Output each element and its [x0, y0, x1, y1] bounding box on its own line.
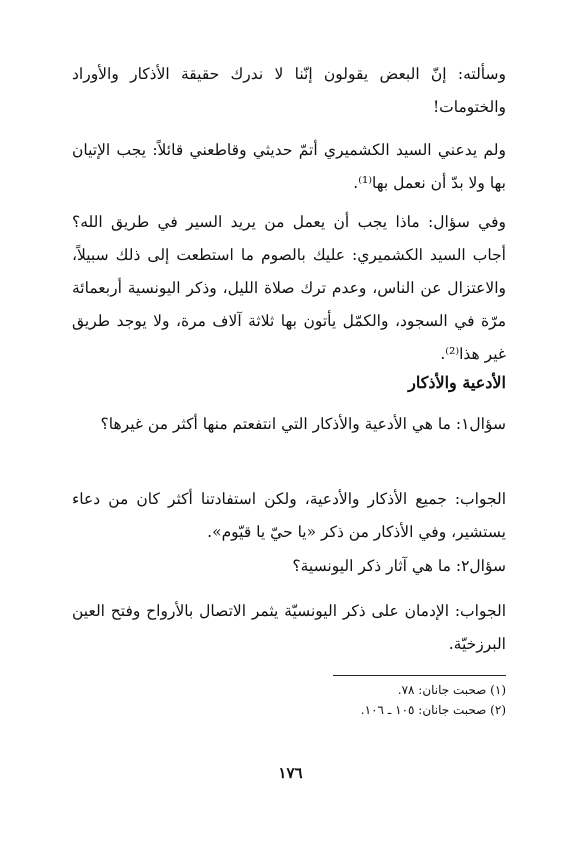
- question-two: سؤال٢: ما هي آثار ذكر اليونسية؟: [292, 557, 506, 575]
- page-number: ١٧٦: [278, 764, 303, 782]
- paragraph-kashmiri-reply: ولم يدعني السيد الكشميري أتمّ حديثي وقاطعني قائلاً: يجب الإتيان بها ولا بدّ أن نعمل بها⁽¹⁾.: [72, 141, 506, 192]
- question-one: سؤال١: ما هي الأدعية والأذكار التي انتفعتم منها أكثر من غيرها؟: [100, 415, 506, 433]
- footnote-2: (٢) صحبت جانان: ١٠٥ ـ ١٠٦.: [360, 703, 506, 717]
- footnote-1: (١) صحبت جانان: ٧٨.: [397, 683, 506, 697]
- answer-two: الجواب: الإدمان على ذكر اليونسيّة يثمر الاتصال بالأرواح وفتح العين البرزخيّة.: [72, 602, 506, 653]
- paragraph-question-intro: وسألته: إنّ البعض يقولون إنّنا لا ندرك حقيقة الأذكار والأوراد والختومات!: [72, 65, 506, 116]
- section-heading: الأدعية والأذكار: [408, 373, 506, 392]
- paragraph-path-advice: وفي سؤال: ماذا يجب أن يعمل من يريد السير في طريق الله؟ أجاب السيد الكشميري: عليك بالصوم ما استطعت إلى ذلك سبيلاً، والاعتزال عن الناس، وعدم ترك صلاة الليل، وذكر اليونسية أربعمائة مرّة في السجود، والكمّل يأتون بها ثلاثة آلاف مرة، ولا يوجد طريق غير هذا⁽²⁾.: [72, 213, 506, 363]
- footnote-separator: [333, 675, 506, 676]
- answer-one: الجواب: جميع الأذكار والأدعية، ولكن استفادتنا أكثر كان من دعاء يستشير، وفي الأذكار من ذكر «يا حيّ يا قيّوم».: [72, 490, 506, 541]
